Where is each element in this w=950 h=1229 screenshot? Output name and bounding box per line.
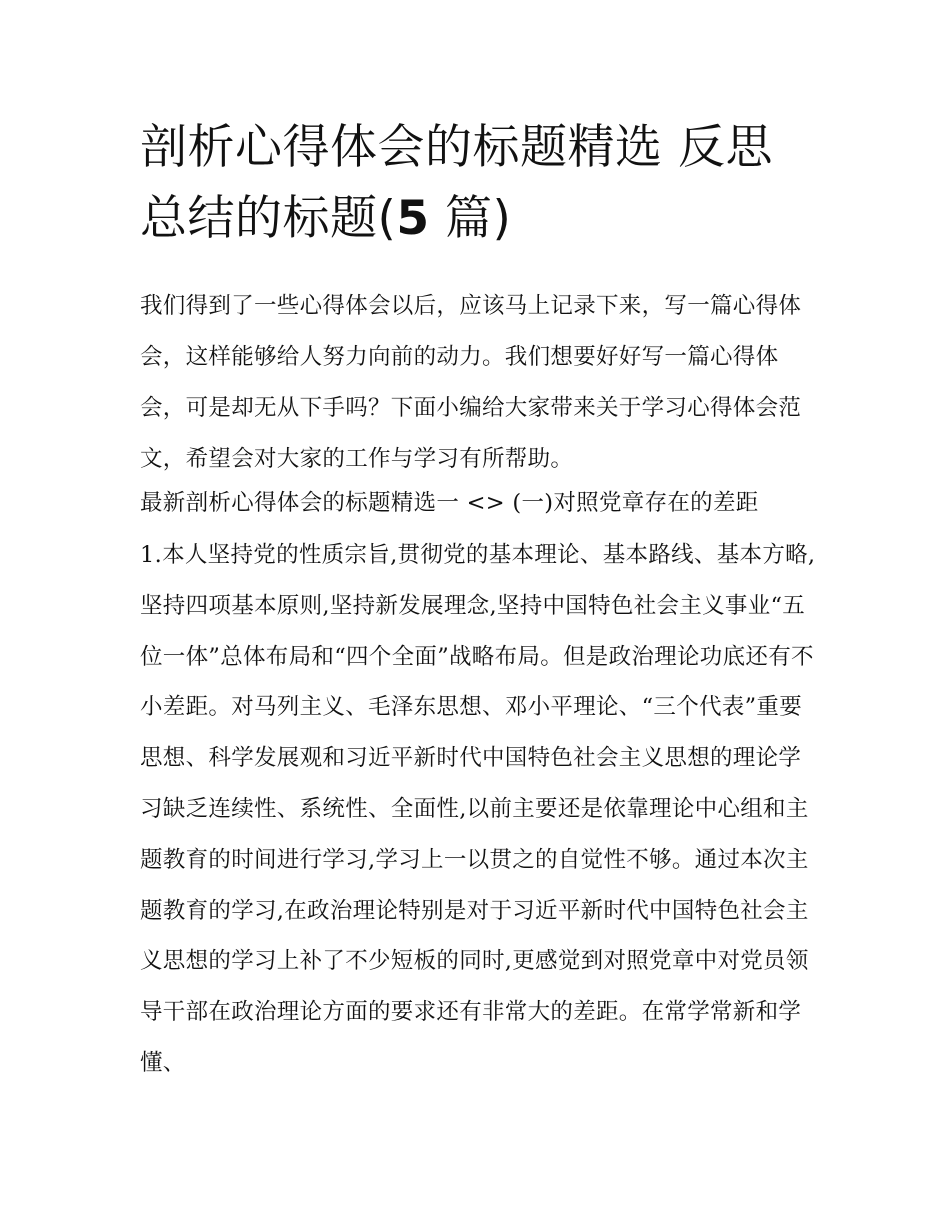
intro-paragraph: 我们得到了一些心得体会以后，应该马上记录下来，写一篇心得体会，这样能够给人努力向前的动力。我们想要好好写一篇心得体会，可是却无从下手吗？下面小编给大家带来关于学习心得体会范文，希望会对大家的工作与学习有所帮助。 [140, 293, 802, 472]
title-number: 5 [396, 191, 430, 246]
title-prefix: 剖析心得体会的标题精选 反思总结的标题( [140, 120, 773, 246]
body-paragraph: 1.本人坚持党的性质宗旨,贯彻党的基本理论、基本路线、基本方略,坚持四项基本原则,坚持新发展理念,坚持中国特色社会主义事业“五位一体”总体布局和“四个全面”战略布局。但是政治理论功底还有不小差距。对马列主义、毛泽东思想、邓小平理论、“三个代表”重要思想、科学发展观和习近平新时代中国特色社会主义思想的理论学习缺乏连续性、系统性、全面性,以前主要还是依靠理论中心组和主题教育的时间进行学习,学习上一以贯之的自觉性不够。通过本次主题教育的学习,在政治理论特别是对于习近平新时代中国特色社会主义思想的学习上补了不少短板的同时,更感觉到对照党章中对党员领导干部在政治理论方面的要求还有非常大的差距。在常学常新和学懂、 [140, 542, 816, 1076]
page-title [140, 112, 820, 254]
section-heading: 最新剖析心得体会的标题精选一 <> (一)对照党章存在的差距 [140, 490, 759, 516]
title-suffix: 篇) [429, 191, 512, 246]
